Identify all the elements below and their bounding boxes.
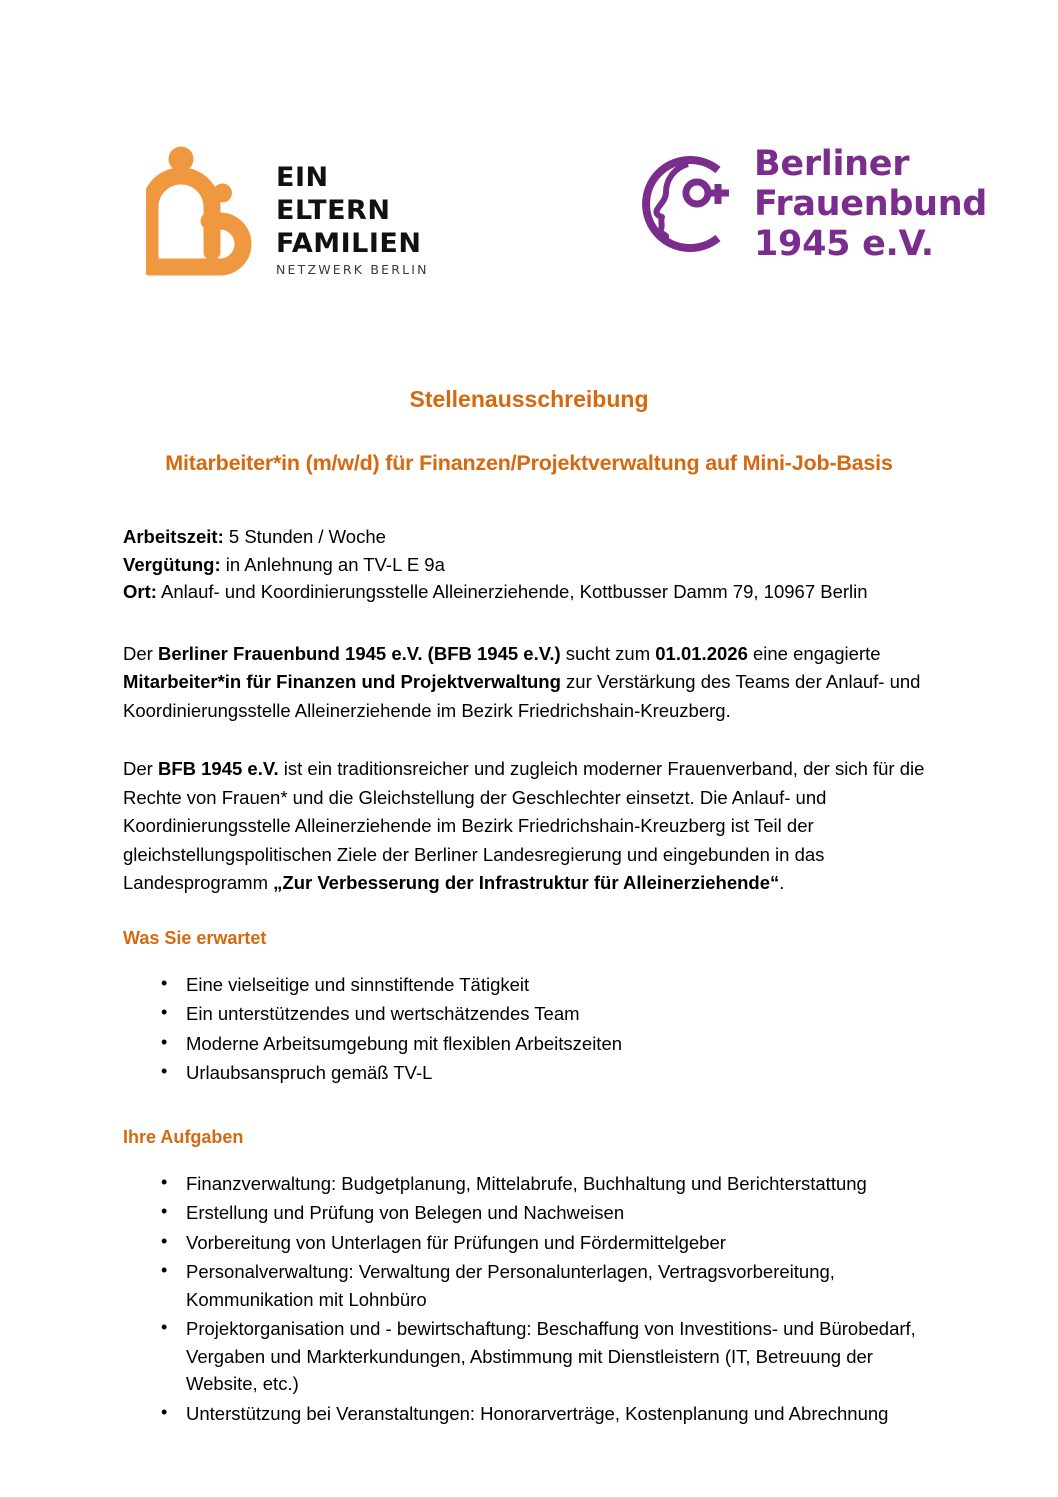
meta-arbeitszeit-value: 5 Stunden / Woche	[223, 526, 386, 547]
p1-bold-date: 01.01.2026	[655, 642, 748, 664]
parent-child-heart-icon	[146, 145, 268, 277]
p1-text-d: zur Verstärkung des Teams der Anlauf- und Koordinierungsstelle Alleinerziehende im Bezirk Friedrichshain-Kreuzberg.	[123, 671, 921, 721]
p2-text-c: .	[779, 872, 785, 893]
eef-subtitle: NETZWERK BERLIN	[276, 262, 429, 277]
bfb-line-3: 1945 e.V.	[754, 224, 934, 264]
section-heading-was-sie-erwartet: Was Sie erwartet	[123, 927, 267, 948]
meta-ort	[123, 578, 935, 606]
p2-text-a: Der	[123, 758, 158, 779]
woman-profile-venus-symbol-circle-icon	[630, 148, 742, 260]
list-item: • Finanzverwaltung: Budgetplanung, Mittelabrufe, Buchhaltung und Berichterstattung	[123, 1170, 935, 1198]
document-body	[123, 385, 935, 1429]
meta-verguetung-label: Vergütung:	[123, 553, 221, 575]
page-title: Stellenausschreibung	[409, 386, 649, 412]
p2-text-b: ist ein traditionsreicher und zugleich moderner Frauenverband, der sich für die Rechte von Frauen* und die Gleichstellung der Geschlechter einsetzt. Die Anlauf- und Koordinierungsstelle Alleinerziehende im Bezirk Friedrichshain-Kreuzberg ist Teil der gleichstellungspolitischen Ziele der Berliner Landesregierung und eingebunden in das Landesprogramm	[123, 758, 925, 893]
list-item: • Vorbereitung von Unterlagen für Prüfungen und Fördermittelgeber	[123, 1229, 935, 1257]
bfb-wordmark	[754, 144, 987, 264]
meta-ort-label: Ort:	[123, 581, 157, 602]
list-was-sie-erwartet	[123, 971, 935, 1087]
list-item: • Eine vielseitige und sinnstiftende Tätigkeit	[123, 971, 935, 999]
page-subtitle: Mitarbeiter*in (m/w/d) für Finanzen/Projektverwaltung auf Mini-Job-Basis	[165, 451, 893, 475]
meta-verguetung	[123, 551, 935, 579]
meta-arbeitszeit	[123, 523, 935, 551]
bfb-line-1: Berliner	[754, 144, 910, 184]
logo-ein-eltern-familien	[146, 145, 429, 277]
p1-text-c: eine engagierte	[747, 642, 881, 664]
list-item: • Unterstützung bei Veranstaltungen: Honorarverträge, Kostenplanung und Abrechnung	[123, 1400, 935, 1428]
list-item: • Projektorganisation und - bewirtschaftung: Beschaffung von Investitions- und Bürobedarf, Vergaben und Markterkundungen, Abstimmung mit Dienstleistern (IT, Betreuung der Website, etc.)	[123, 1315, 935, 1398]
eef-wordmark	[276, 161, 429, 277]
meta-verguetung-value: in Anlehnung an TV-L E 9a	[220, 553, 445, 575]
list-item: • Ein unterstützendes und wertschätzendes Team	[123, 1000, 935, 1028]
p1-text-b: sucht zum	[560, 642, 656, 664]
p2-bold-program: „Zur Verbesserung der Infrastruktur für Alleinerziehende“	[273, 872, 780, 893]
logo-bar	[0, 140, 1058, 290]
p2-bold-org: BFB 1945 e.V.	[157, 758, 279, 779]
eef-line-1: EIN	[276, 162, 329, 193]
bfb-line-2: Frauenbund	[754, 184, 988, 224]
list-item: • Urlaubsanspruch gemäß TV-L	[123, 1059, 935, 1087]
list-ihre-aufgaben	[123, 1170, 935, 1428]
intro-paragraph	[123, 640, 935, 726]
logo-berliner-frauenbund	[630, 144, 988, 264]
job-meta-block	[123, 523, 935, 606]
meta-arbeitszeit-label: Arbeitszeit:	[123, 526, 224, 547]
eef-line-2: ELTERN	[276, 195, 391, 226]
meta-ort-value: Anlauf- und Koordinierungsstelle Alleinerziehende, Kottbusser Damm 79, 10967 Berlin	[156, 581, 868, 602]
section-heading-ihre-aufgaben: Ihre Aufgaben	[123, 1126, 244, 1147]
about-paragraph	[123, 755, 935, 898]
list-item: • Personalverwaltung: Verwaltung der Personalunterlagen, Vertragsvorbereitung, Kommunikation mit Lohnbüro	[123, 1258, 935, 1313]
p1-bold-org: Berliner Frauenbund 1945 e.V. (BFB 1945 e.V.)	[157, 642, 561, 664]
eef-line-3: FAMILIEN	[276, 228, 422, 259]
p1-bold-role: Mitarbeiter*in für Finanzen und Projektverwaltung	[123, 671, 561, 692]
list-item: • Erstellung und Prüfung von Belegen und Nachweisen	[123, 1199, 935, 1227]
list-item: • Moderne Arbeitsumgebung mit flexiblen Arbeitszeiten	[123, 1030, 935, 1058]
p1-text-a: Der	[123, 642, 158, 664]
